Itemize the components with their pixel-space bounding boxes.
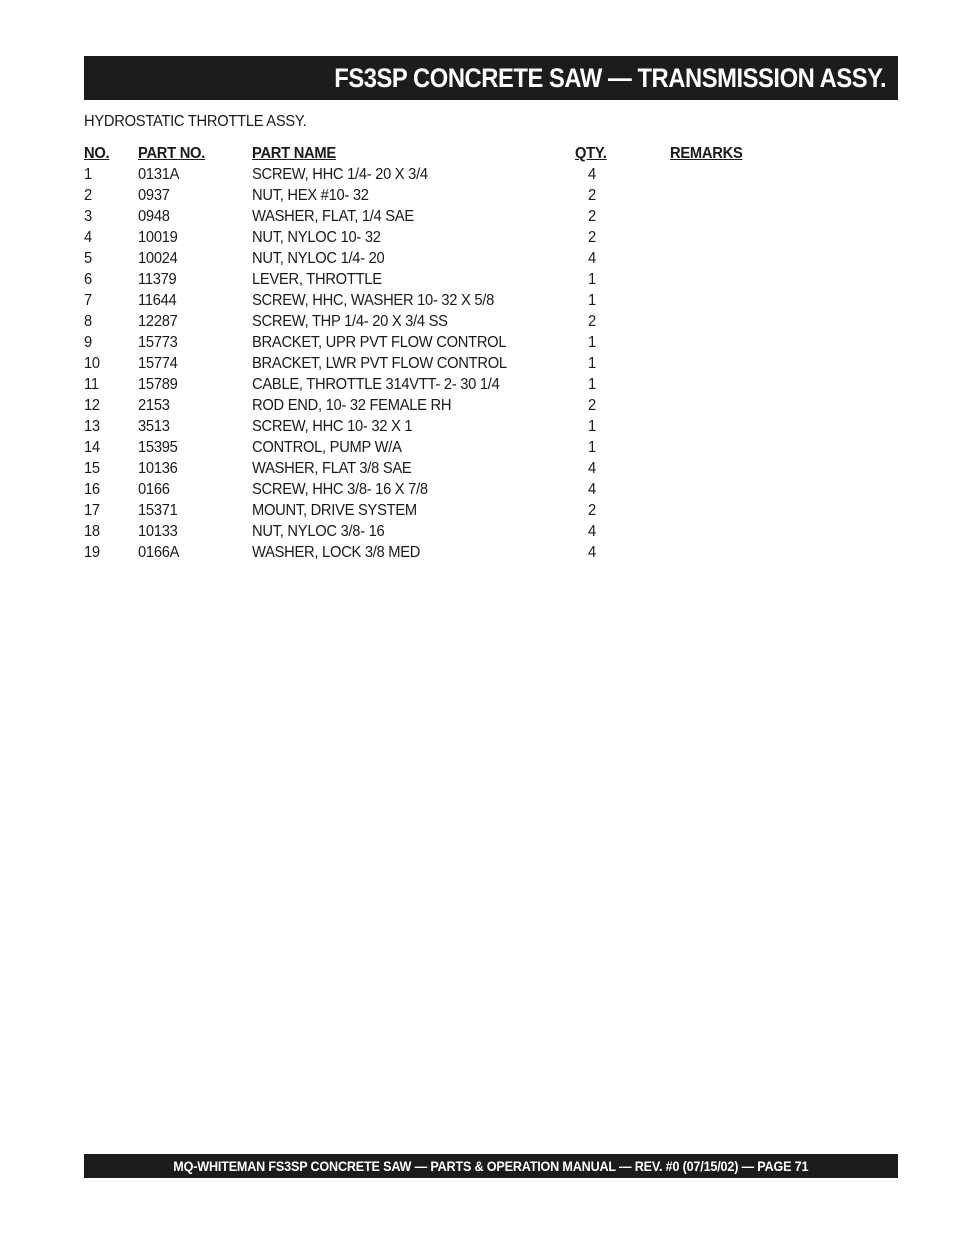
row-part-no: 15395	[138, 439, 178, 456]
table-row	[84, 416, 784, 437]
row-no: 3	[84, 208, 92, 225]
table-row	[84, 311, 784, 332]
row-qty: 1	[588, 376, 596, 393]
table-row	[84, 206, 784, 227]
row-qty: 4	[588, 523, 596, 540]
row-part-no: 15773	[138, 334, 178, 351]
table-row	[84, 290, 784, 311]
row-no: 2	[84, 187, 92, 204]
row-part-name: WASHER, FLAT 3/8 SAE	[252, 460, 412, 477]
row-part-name: SCREW, HHC 10- 32 X 1	[252, 418, 413, 435]
column-header-qty: QTY.	[575, 145, 607, 162]
row-part-name: ROD END, 10- 32 FEMALE RH	[252, 397, 452, 414]
row-no: 4	[84, 229, 92, 246]
row-no: 18	[84, 523, 100, 540]
column-header-no: NO.	[84, 145, 110, 162]
table-row	[84, 395, 784, 416]
row-part-name: NUT, NYLOC 3/8- 16	[252, 523, 385, 540]
row-qty: 2	[588, 229, 596, 246]
table-row	[84, 248, 784, 269]
table-row	[84, 458, 784, 479]
row-part-name: CABLE, THROTTLE 314VTT- 2- 30 1/4	[252, 376, 500, 393]
row-no: 16	[84, 481, 100, 498]
row-qty: 4	[588, 481, 596, 498]
row-part-name: BRACKET, LWR PVT FLOW CONTROL	[252, 355, 507, 372]
row-no: 10	[84, 355, 100, 372]
row-no: 19	[84, 544, 100, 561]
row-qty: 4	[588, 460, 596, 477]
row-part-no: 10136	[138, 460, 178, 477]
table-body	[84, 164, 784, 563]
table-row	[84, 542, 784, 563]
row-no: 14	[84, 439, 100, 456]
table-row	[84, 374, 784, 395]
row-part-no: 11644	[138, 292, 177, 309]
row-part-no: 0166A	[138, 544, 180, 561]
row-qty: 1	[588, 271, 596, 288]
table-row	[84, 500, 784, 521]
row-part-no: 0166	[138, 481, 170, 498]
row-part-no: 10019	[138, 229, 178, 246]
row-part-name: BRACKET, UPR PVT FLOW CONTROL	[252, 334, 507, 351]
row-qty: 2	[588, 187, 596, 204]
row-qty: 1	[588, 355, 596, 372]
row-no: 13	[84, 418, 100, 435]
row-qty: 1	[588, 292, 596, 309]
row-part-no: 11379	[138, 271, 177, 288]
row-no: 8	[84, 313, 92, 330]
row-part-no: 10024	[138, 250, 178, 267]
row-part-no: 3513	[138, 418, 170, 435]
row-part-name: MOUNT, DRIVE SYSTEM	[252, 502, 417, 519]
column-header-part-no: PART NO.	[138, 145, 206, 162]
column-header-part-name: PART NAME	[252, 145, 336, 162]
row-part-no: 12287	[138, 313, 178, 330]
row-part-name: SCREW, HHC, WASHER 10- 32 X 5/8	[252, 292, 495, 309]
row-qty: 1	[588, 334, 596, 351]
row-part-name: WASHER, LOCK 3/8 MED	[252, 544, 421, 561]
page-title: FS3SP CONCRETE SAW — TRANSMISSION ASSY.	[334, 62, 886, 93]
table-row	[84, 269, 784, 290]
row-qty: 4	[588, 250, 596, 267]
table-row	[84, 332, 784, 353]
table-row	[84, 185, 784, 206]
row-qty: 4	[588, 544, 596, 561]
row-part-name: SCREW, THP 1/4- 20 X 3/4 SS	[252, 313, 448, 330]
row-part-name: NUT, HEX #10- 32	[252, 187, 369, 204]
table-header	[84, 143, 784, 164]
table-row	[84, 164, 784, 185]
row-qty: 2	[588, 397, 596, 414]
row-no: 12	[84, 397, 100, 414]
row-no: 15	[84, 460, 100, 477]
row-part-no: 15789	[138, 376, 178, 393]
section-subtitle: HYDROSTATIC THROTTLE ASSY.	[84, 113, 307, 130]
row-no: 17	[84, 502, 100, 519]
row-part-name: WASHER, FLAT, 1/4 SAE	[252, 208, 414, 225]
row-qty: 2	[588, 313, 596, 330]
row-no: 1	[84, 166, 92, 183]
row-no: 9	[84, 334, 92, 351]
row-part-name: NUT, NYLOC 1/4- 20	[252, 250, 385, 267]
row-qty: 4	[588, 166, 596, 183]
column-header-remarks: REMARKS	[670, 145, 743, 162]
row-part-name: CONTROL, PUMP W/A	[252, 439, 402, 456]
row-qty: 2	[588, 208, 596, 225]
table-row	[84, 353, 784, 374]
row-part-no: 0131A	[138, 166, 180, 183]
table-row	[84, 521, 784, 542]
page-title-bar	[84, 56, 898, 100]
row-no: 7	[84, 292, 92, 309]
row-part-name: NUT, NYLOC 10- 32	[252, 229, 381, 246]
page-footer-bar	[84, 1154, 898, 1178]
table-row	[84, 437, 784, 458]
row-no: 6	[84, 271, 92, 288]
row-part-no: 0937	[138, 187, 170, 204]
page-footer: MQ-WHITEMAN FS3SP CONCRETE SAW — PARTS & OPERATION MANUAL — REV. #0 (07/15/02) — PAGE 71	[173, 1158, 809, 1174]
row-part-name: SCREW, HHC 1/4- 20 X 3/4	[252, 166, 428, 183]
row-part-no: 10133	[138, 523, 178, 540]
table-row	[84, 479, 784, 500]
row-qty: 1	[588, 418, 596, 435]
row-no: 11	[84, 376, 99, 393]
table-row	[84, 227, 784, 248]
row-no: 5	[84, 250, 92, 267]
row-part-name: LEVER, THROTTLE	[252, 271, 382, 288]
row-part-name: SCREW, HHC 3/8- 16 X 7/8	[252, 481, 428, 498]
row-part-no: 15774	[138, 355, 178, 372]
row-part-no: 15371	[138, 502, 178, 519]
row-qty: 2	[588, 502, 596, 519]
parts-table	[84, 143, 784, 563]
row-qty: 1	[588, 439, 596, 456]
row-part-no: 0948	[138, 208, 170, 225]
row-part-no: 2153	[138, 397, 170, 414]
